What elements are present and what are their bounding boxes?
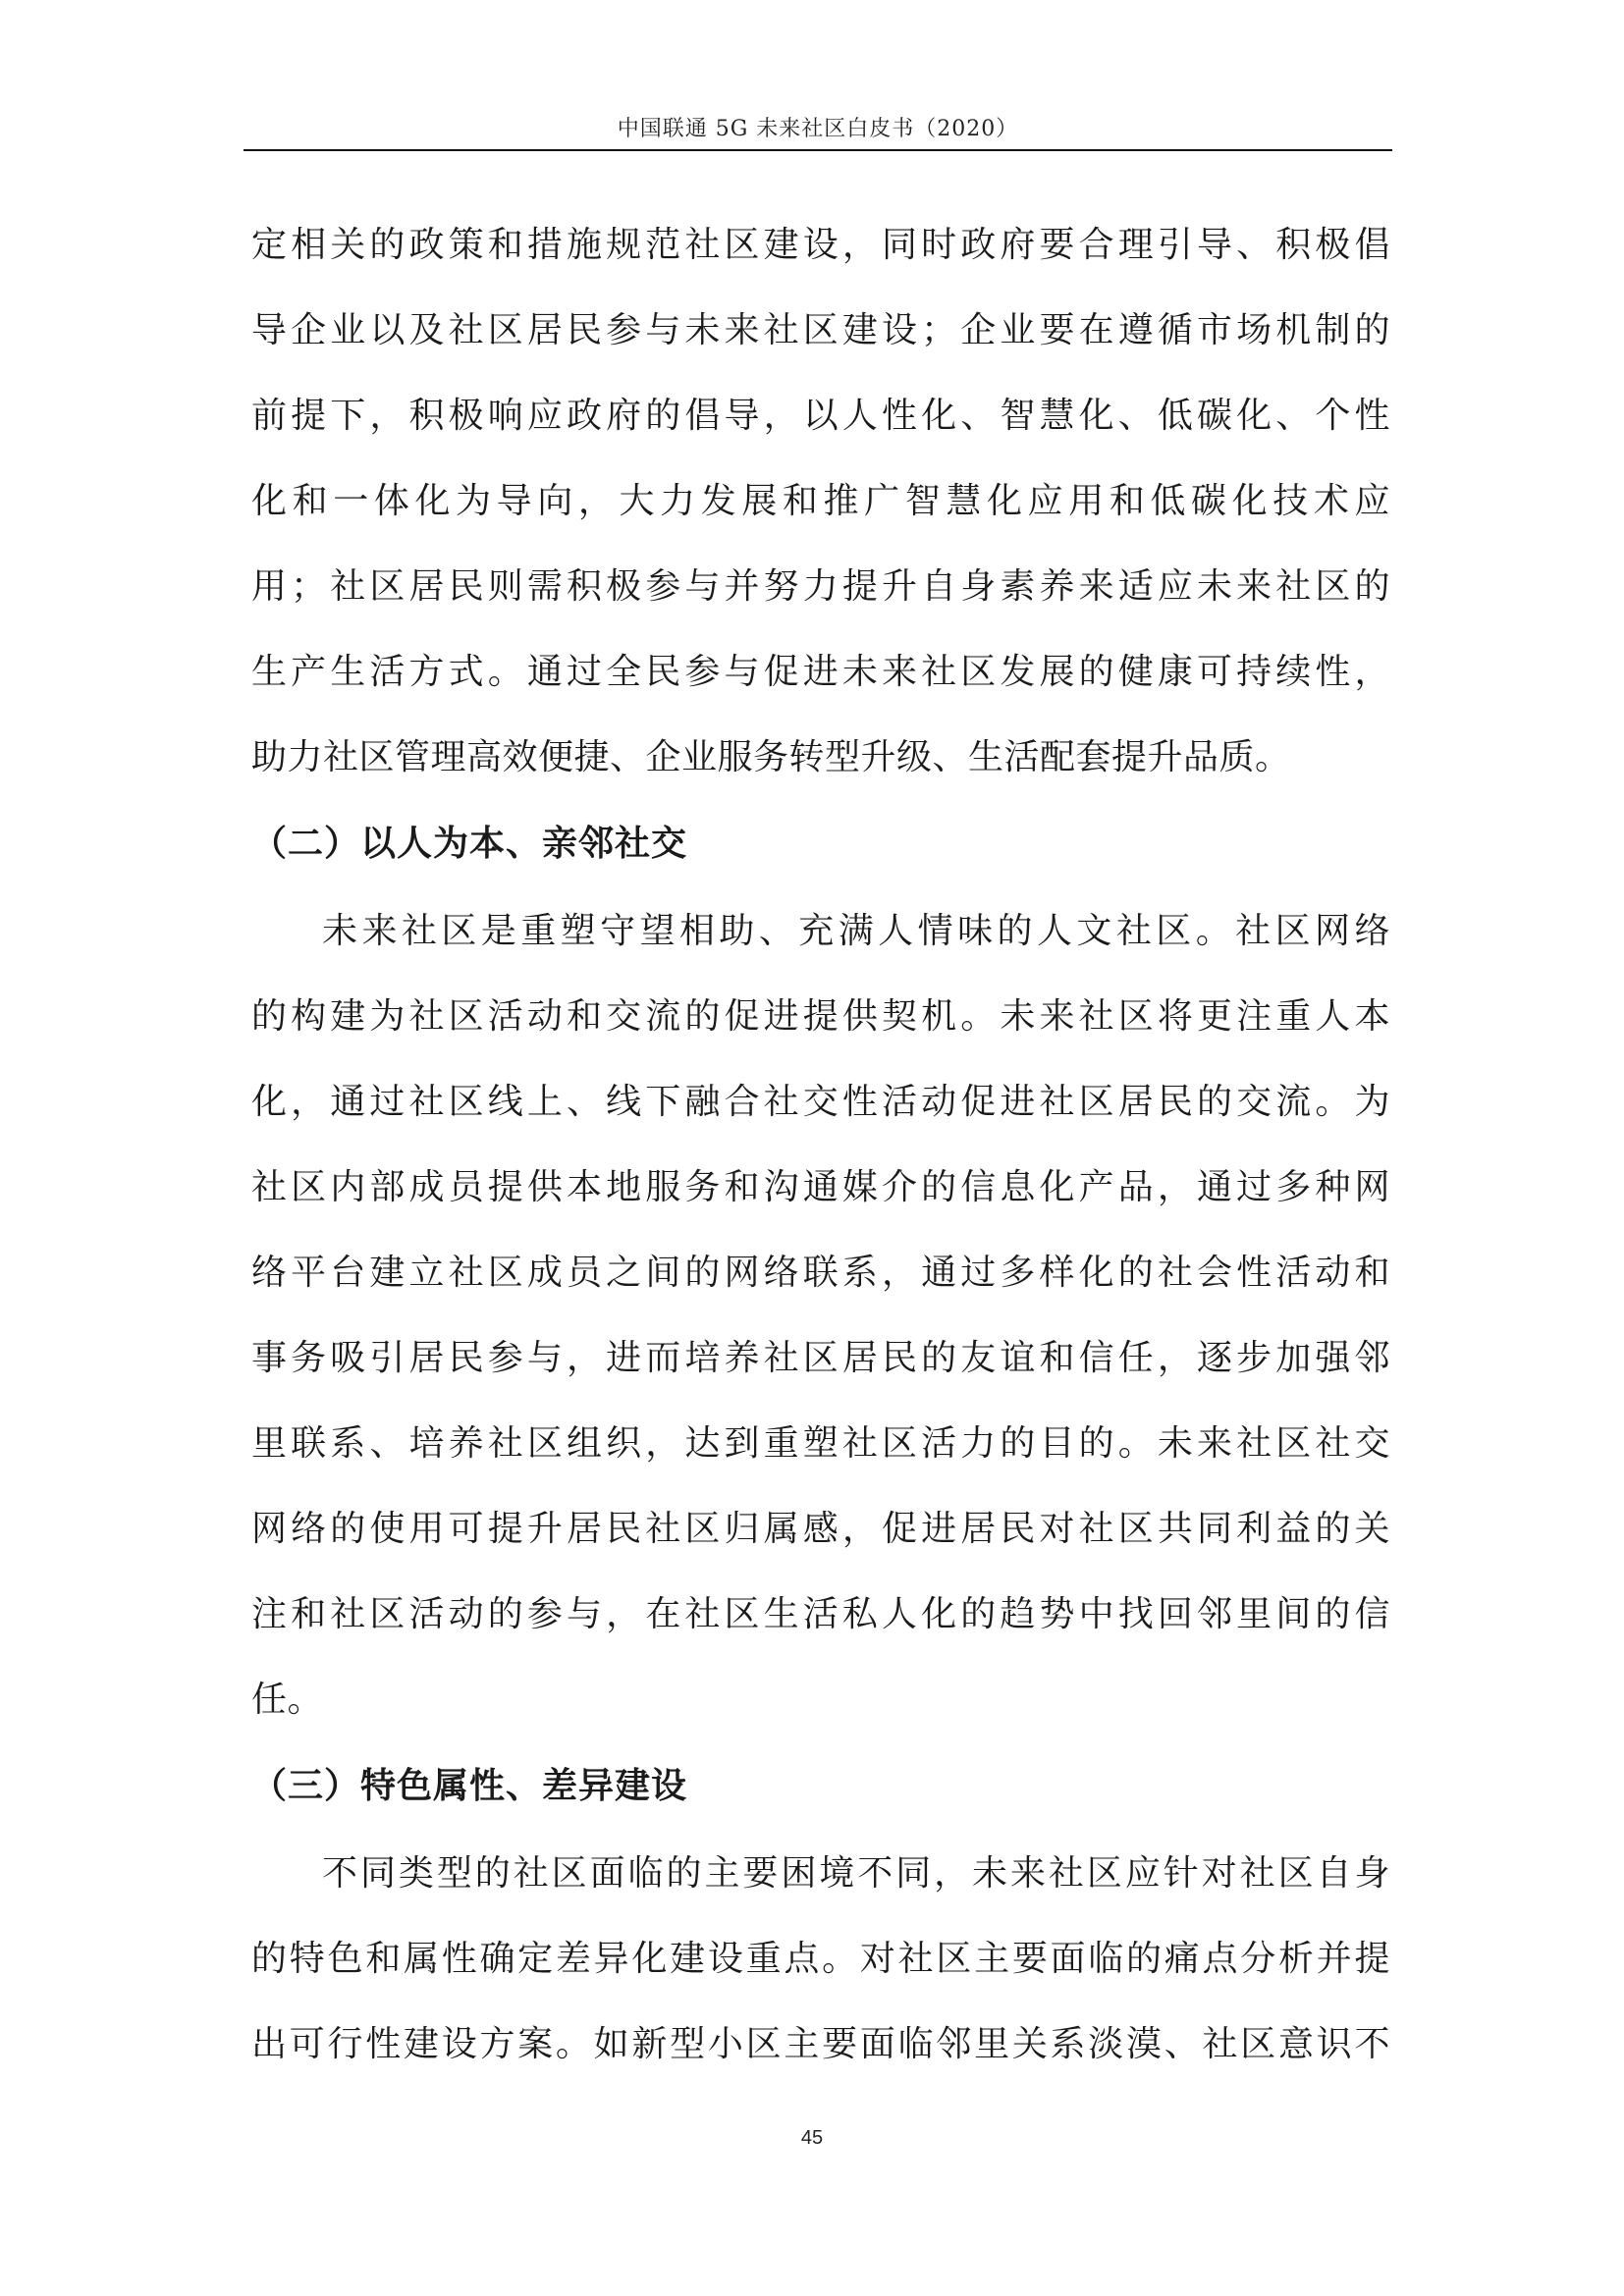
document-body xyxy=(251,202,1390,2087)
text-line: 里联系、培养社区组织，达到重塑社区活力的目的。未来社区社交 xyxy=(251,1423,1390,1464)
text-line: 的构建为社区活动和交流的促进提供契机。未来社区将更注重人本 xyxy=(251,996,1390,1037)
header-divider xyxy=(244,149,1392,151)
text-line: 用；社区居民则需积极参与并努力提升自身素养来适应未来社区的 xyxy=(251,566,1390,607)
text-line: 生产生活方式。通过全民参与促进未来社区发展的健康可持续性， xyxy=(251,652,1390,692)
text-line: 络平台建立社区成员之间的网络联系，通过多样化的社会性活动和 xyxy=(251,1253,1390,1293)
text-line: 注和社区活动的参与，在社区生活私人化的趋势中找回邻里间的信 xyxy=(251,1594,1390,1634)
page-number: 45 xyxy=(800,2127,824,2149)
text-line: 未来社区是重塑守望相助、充满人情味的人文社区。社区网络 xyxy=(322,911,1390,951)
text-line: 前提下，积极响应政府的倡导，以人性化、智慧化、低碳化、个性 xyxy=(251,396,1390,436)
text-line: 网络的使用可提升居民社区归属感，促进居民对社区共同利益的关 xyxy=(251,1509,1390,1549)
text-line: 不同类型的社区面临的主要困境不同，未来社区应针对社区自身 xyxy=(322,1853,1390,1894)
section-heading-people-oriented: （二）以人为本、亲邻社交 xyxy=(251,824,688,864)
text-line: 任。 xyxy=(251,1680,324,1720)
paragraph-differentiation xyxy=(251,1831,1390,2087)
text-line: 化，通过社区线上、线下融合社交性活动促进社区居民的交流。为 xyxy=(251,1082,1390,1122)
paragraph-people-oriented xyxy=(251,888,1390,1742)
text-line: 出可行性建设方案。如新型小区主要面临邻里关系淡漠、社区意识不 xyxy=(251,2024,1390,2064)
paragraph-policy-participation xyxy=(251,202,1390,800)
text-line: 定相关的政策和措施规范社区建设，同时政府要合理引导、积极倡 xyxy=(251,225,1390,265)
section-heading-differentiation: （三）特色属性、差异建设 xyxy=(251,1766,688,1806)
text-line: 助力社区管理高效便捷、企业服务转型升级、生活配套提升品质。 xyxy=(251,737,1291,777)
text-line: 的特色和属性确定差异化建设重点。对社区主要面临的痛点分析并提 xyxy=(251,1939,1390,1979)
text-line: 化和一体化为导向，大力发展和推广智慧化应用和低碳化技术应 xyxy=(251,481,1390,521)
text-line: 社区内部成员提供本地服务和沟通媒介的信息化产品，通过多种网 xyxy=(251,1167,1390,1207)
text-line: 导企业以及社区居民参与未来社区建设；企业要在遵循市场机制的 xyxy=(251,310,1390,350)
running-header: 中国联通 5G 未来社区白皮书（2020） xyxy=(617,117,1019,141)
text-line: 事务吸引居民参与，进而培养社区居民的友谊和信任，逐步加强邻 xyxy=(251,1338,1390,1378)
